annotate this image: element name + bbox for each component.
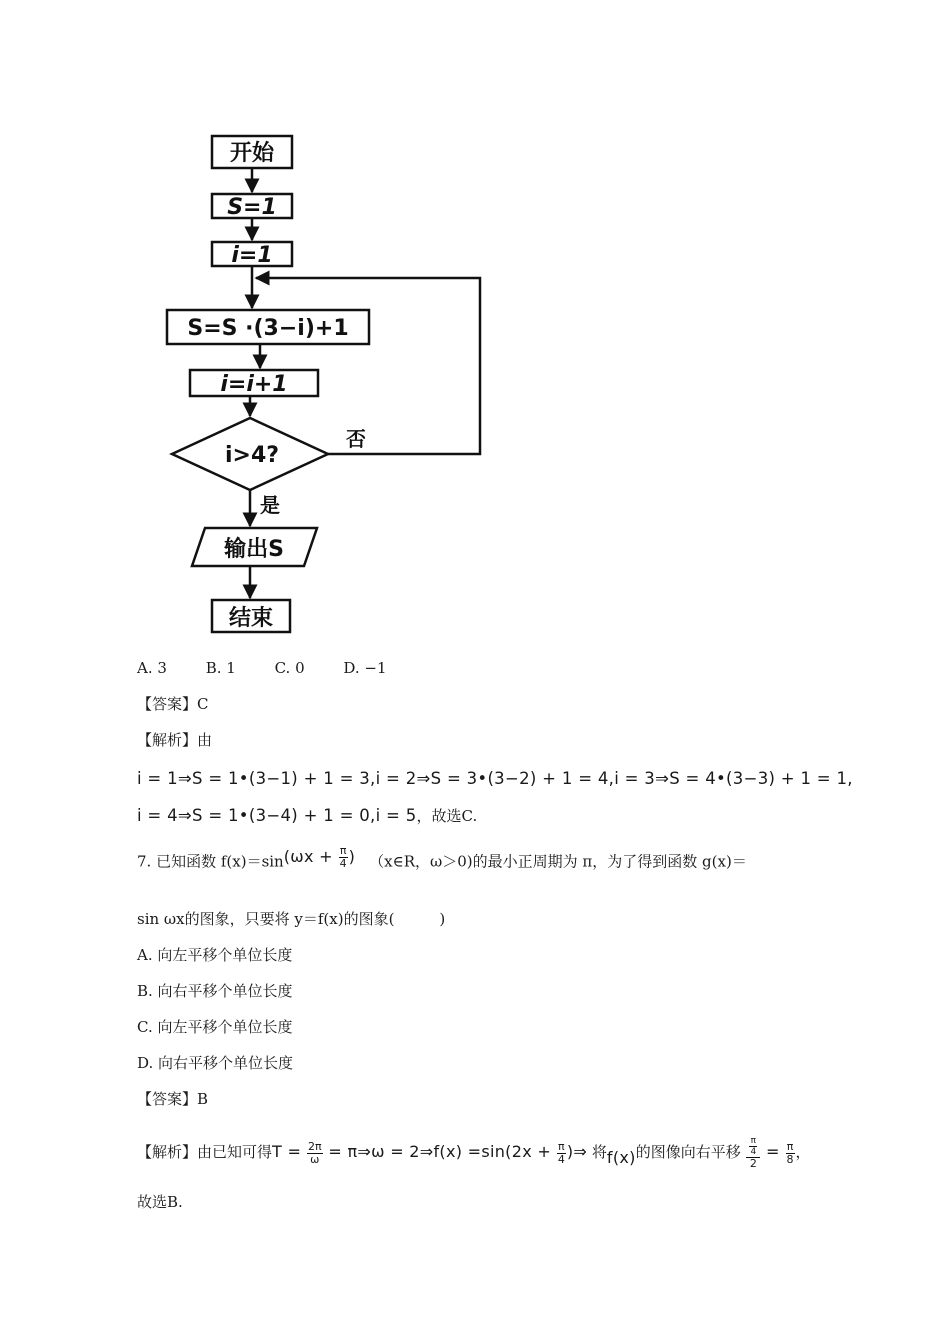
q7-T: T = [272,1142,302,1161]
q7-stem-close: ) [348,846,356,866]
no-label: 否 [346,427,366,451]
q6-option-b: B. 1 [205,659,236,677]
q7-stem-frac [339,845,348,870]
q7-stem-a: 7. 已知函数 f(x)＝sin [137,852,284,871]
frac-num: 2π [307,1139,322,1153]
init-i-text: i=1 [231,243,273,268]
q7-analysis-label: 【解析】由已知可得 [137,1143,273,1161]
update-i-text: i=i+1 [220,372,288,397]
frac-den: 4 [750,1147,757,1157]
frac-den: ω [310,1152,320,1166]
start-text: 开始 [229,141,275,166]
frac-den: 8 [786,1152,794,1166]
frac-num: π [750,1136,757,1146]
q7-inner-frac [749,1136,757,1157]
q6-line2-math: i = 4⇒S = 1•(3−4) + 1 = 0,i = 5 [137,806,417,825]
q7-eq: = [766,1142,780,1161]
q7-stem-line1 [137,844,747,875]
q7-conclusion: 故选B. [137,1193,183,1211]
q7-shift-frac [746,1136,760,1170]
q7-comma: ， [795,1143,811,1161]
q7-shift-text: 的图像向右平移 [635,1143,741,1161]
q7-fx: f(x) [606,1148,636,1167]
q7-jiang: 将 [591,1143,607,1161]
q7-stem-b: （x∈R，ω＞0)的最小正周期为 π，为了得到函数 g(x)＝ [369,852,747,871]
frac-den: 4 [339,857,347,870]
frac-num [746,1136,760,1158]
q7-pi-over-4 [557,1141,566,1166]
yes-label: 是 [260,493,280,517]
q7-stem-line2: sin ωx的图象，只要将 y＝f(x)的图象( ) [137,910,446,928]
q7-option-a: A. 向左平移个单位长度 [137,946,293,964]
q6-options [137,658,387,678]
flowchart-diagram [160,128,500,648]
q6-option-c: C. 0 [274,659,305,677]
q6-option-d: D. −1 [343,659,387,677]
update-s-text: S=S ·(3−i)+1 [187,316,349,341]
frac-den: 4 [557,1152,565,1166]
q7-option-d: D. 向右平移个单位长度 [137,1054,294,1072]
q7-2pi-over-omega [307,1141,323,1166]
end-text: 结束 [228,606,274,631]
q6-analysis-line2 [137,806,477,826]
q7-pi-over-8 [786,1141,795,1166]
q7-stem-math: (ωx + [283,846,333,866]
frac-num: π [558,1139,565,1153]
output-text: 输出S [224,537,284,562]
q7-answer: 【答案】B [137,1090,209,1108]
frac-num: π [339,844,347,857]
frac-den: 2 [749,1157,757,1170]
q6-line2-tail: ，故选C. [416,807,478,825]
q7-option-c: C. 向左平移个单位长度 [137,1018,293,1036]
init-s-text: S=1 [227,195,277,220]
q7-analysis [137,1136,811,1170]
q6-answer: 【答案】C [137,695,209,713]
q6-option-a: A. 3 [137,659,167,677]
q7-close: )⇒ [566,1142,588,1161]
q6-analysis-label: 【解析】由 [137,731,213,749]
q7-option-b: B. 向右平移个单位长度 [137,982,293,1000]
frac-num: π [786,1139,794,1153]
q7-mid: = π⇒ω = 2⇒f(x) =sin(2x + [328,1142,552,1161]
condition-text: i>4? [224,443,280,468]
q6-analysis-line1: i = 1⇒S = 1•(3−1) + 1 = 3,i = 2⇒S = 3•(3−2) + 1 = 4,i = 3⇒S = 4•(3−3) + 1 = 1, [137,769,853,788]
